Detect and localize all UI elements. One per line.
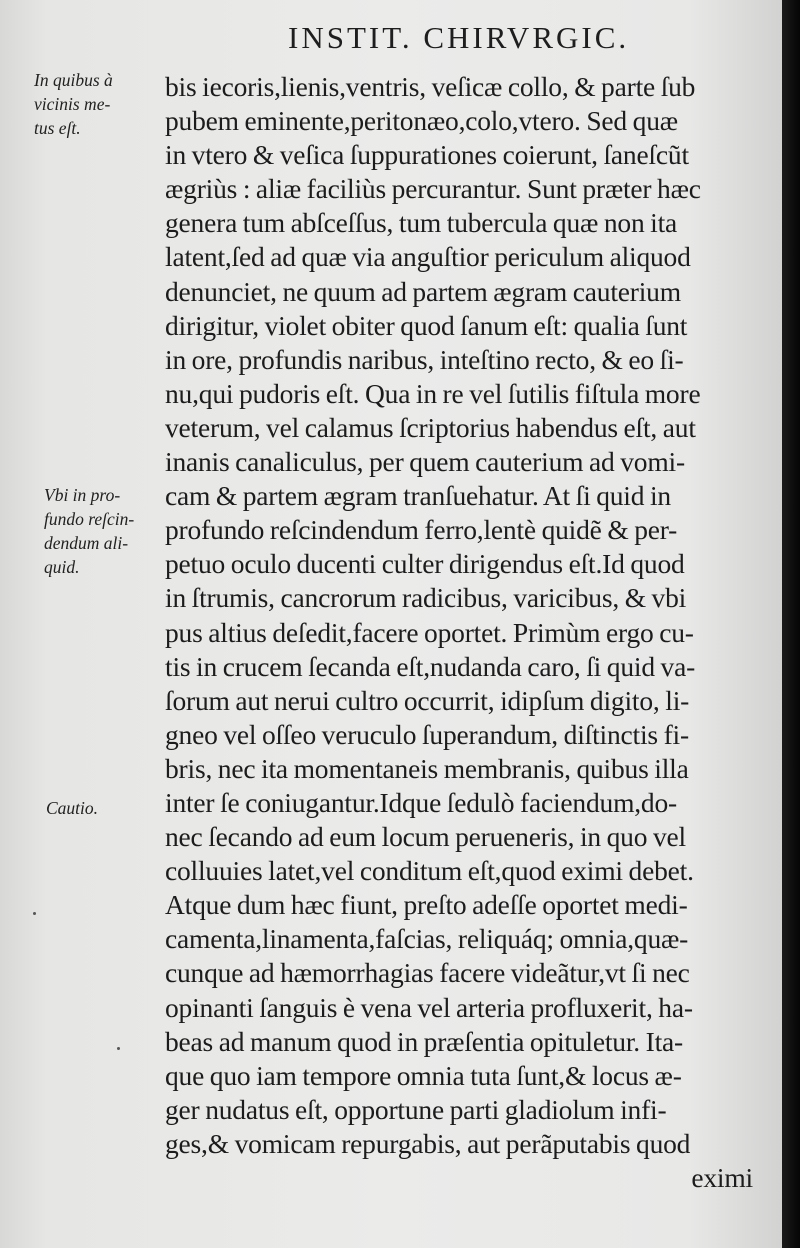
text-line: colluuies latet,vel conditum eſt,quod eximi debet. [165,855,694,887]
text-line: cam & partem ægram tranſuehatur. At ſi quid in [165,480,671,512]
text-line: latent,ſed ad quæ via anguſtior periculum aliquod [165,241,691,273]
marginal-note-2 [44,483,134,579]
marginal-note-line: quid. [44,557,80,577]
text-line: cunque ad hæmorrhagias facere videãtur,vt ſi nec [165,957,690,989]
marginal-note-line: vicinis me- [34,94,111,114]
paper-speck [33,912,36,915]
text-line: nu,qui pudoris eſt. Qua in re vel ſutilis fiſtula more [165,377,701,409]
text-line: bis iecoris,lienis,ventris, veſicæ collo, & parte ſub [165,71,696,102]
marginal-note-3 [46,796,98,820]
marginal-note-line: tus eſt. [34,118,81,138]
marginal-note-line: In quibus à [34,70,113,90]
marginal-note-line: dendum ali- [44,533,129,553]
catchword: eximi [691,1162,753,1193]
marginal-note-line: Cautio. [46,798,99,818]
marginal-note-line: fundo reſcin- [44,509,135,529]
body-text [165,70,775,1195]
marginal-note-1 [34,68,113,140]
text-line: Atque dum hæc fiunt, preſto adeſſe oportet medi- [165,889,688,921]
text-line: in ore, profundis naribus, inteſtino recto, & eo ſi- [165,343,684,375]
text-line: denunciet, ne quum ad partem ægram cauterium [165,275,681,307]
text-line: ges,& vomicam repurgabis, aut perãputabis quod [165,1127,691,1159]
text-line: profundo reſcindendum ferro,lentè quidẽ & per- [165,514,678,546]
text-line: ger nudatus eſt, opportune parti gladiolum infi- [165,1093,667,1125]
text-line: tis in crucem ſecanda eſt,nudanda caro, ſi quid va- [165,650,696,682]
text-line: beas ad manum quod in præſentia opituletur. Ita- [165,1025,683,1057]
text-line: petuo oculo ducenti culter dirigendus eſt.Id quod [165,548,685,580]
text-line: in vtero & veſica ſuppurationes coierunt, ſaneſcũt [165,139,689,171]
text-line: opinanti ſanguis è vena vel arteria profluxerit, ha- [165,991,693,1023]
text-line: inanis canaliculus, per quem cauterium ad vomi- [165,446,685,478]
page-edge-shadow [782,0,800,1248]
text-line: veterum, vel calamus ſcriptorius habendus eſt, aut [165,411,696,443]
text-line: que quo iam tempore omnia tuta ſunt,& locus æ- [165,1059,682,1091]
text-line: in ſtrumis, cancrorum radicibus, varicibus, & vbi [165,582,687,614]
text-line: ægriùs : aliæ faciliùs percurantur. Sunt præter hæc [165,173,701,205]
text-line: dirigitur, violet obiter quod ſanum eſt: qualia ſunt [165,309,688,341]
text-line: inter ſe coniugantur.Idque ſedulò faciendum,do- [165,786,677,818]
text-line: ſorum aut nerui cultro occurrit, idipſum digito, li- [165,684,690,716]
running-head: INSTIT. CHIRVRGIC. [288,20,630,55]
text-line: pus altius deſedit,facere oportet. Primùm ergo cu- [165,616,694,648]
text-line: camenta,linamenta,faſcias, reliquáq; omnia,quæ- [165,923,689,955]
paper-speck [117,1047,120,1050]
text-line: gneo vel oſſeo veruculo ſuperandum, diſtinctis fi- [165,718,689,750]
marginal-note-line: Vbi in pro- [44,485,121,505]
text-line: bris, nec ita momentaneis membranis, quibus illa [165,752,689,784]
text-line: genera tum abſceſſus, tum tubercula quæ non ita [165,207,678,239]
text-line: pubem eminente,peritonæo,colo,vtero. Sed quæ [165,105,678,137]
text-line: nec ſecando ad eum locum perueneris, in quo vel [165,821,686,853]
